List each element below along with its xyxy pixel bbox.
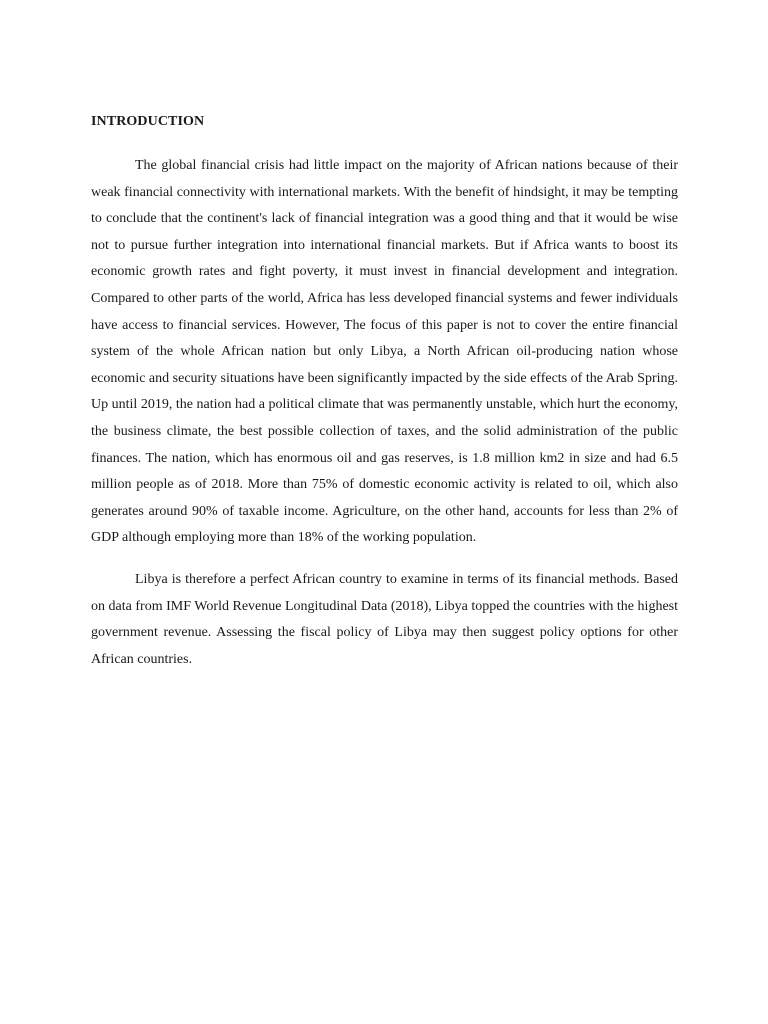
paragraph-2: Libya is therefore a perfect African country to examine in terms of its financial methods. Based on data from IMF World Revenue Longitudinal Data (2018), Libya topped the countries with the highest government revenue. Assessing the fiscal policy of Libya may then suggest policy options for other African countries. [91,571,678,667]
paragraph-1: The global financial crisis had little impact on the majority of African nations because of their weak financial connectivity with international markets. With the benefit of hindsight, it may be tempting to conclude that the continent's lack of financial integration was a good thing and that it would be wise not to pursue further integration into international financial markets. But if Africa wants to boost its economic growth rates and fight poverty, it must invest in financial development and integration. Compared to other parts of the world, Africa has less developed financial systems and fewer individuals have access to financial services. However, The focus of this paper is not to cover the entire financial system of the whole African nation but only Libya, a North African oil-producing nation whose economic and security situations have been significantly impacted by the side effects of the Arab Spring. Up until 2019, the nation had a political climate that was permanently unstable, which hurt the economy, the business climate, the best possible collection of taxes, and the solid administration of the public finances. The nation, which has enormous oil and gas reserves, is 1.8 million km2 in size and had 6.5 million people as of 2018. More than 75% of domestic economic activity is related to oil, which also generates around 90% of taxable income. Agriculture, on the other hand, accounts for less than 2% of GDP although employing more than 18% of the working population. [91,158,678,546]
section-heading: INTRODUCTION [91,114,205,129]
document-body [91,111,678,673]
